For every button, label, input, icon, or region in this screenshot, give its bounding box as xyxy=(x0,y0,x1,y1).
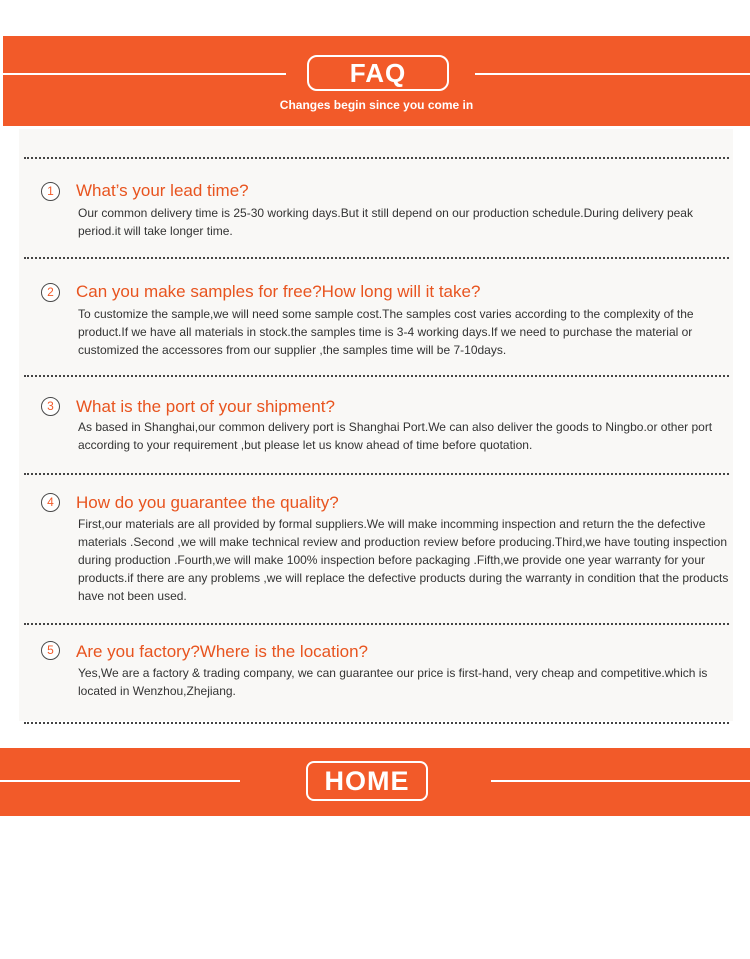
faq-title: FAQ xyxy=(307,55,449,91)
number-badge: 3 xyxy=(41,397,60,416)
faq-subtitle: Changes begin since you come in xyxy=(279,98,474,112)
faq-question: How do you guarantee the quality? xyxy=(76,493,339,512)
faq-question: What’s your lead time? xyxy=(76,181,249,200)
faq-answer: Our common delivery time is 25-30 working days.But it still depend on our production schedule.During delivery peak period.it will take longer time. xyxy=(78,206,693,238)
home-footer-banner xyxy=(0,748,750,816)
number-badge: 2 xyxy=(41,283,60,302)
faq-question: Can you make samples for free?How long will it take? xyxy=(76,282,481,301)
home-button[interactable]: HOME xyxy=(306,761,428,801)
faq-answer: Yes,We are a factory & trading company, we can guarantee our price is first-hand, very cheap and competitive.which is located in Wenzhou,Zhejiang. xyxy=(78,666,708,698)
faq-header-banner xyxy=(3,36,750,126)
number-badge: 5 xyxy=(41,641,60,660)
faq-question: Are you factory?Where is the location? xyxy=(76,642,368,661)
separator xyxy=(24,257,729,259)
number-badge: 4 xyxy=(41,493,60,512)
separator xyxy=(24,473,729,475)
separator xyxy=(24,722,729,724)
faq-answer: To customize the sample,we will need some sample cost.The samples cost varies according to the complexity of the product.If we have all materials in stock.the samples time is 3-4 working days.If we need to purchase the material or customized the accessores from our supplier ,the samples time will be 7-10days. xyxy=(78,307,694,357)
faq-question: What is the port of your shipment? xyxy=(76,397,335,416)
separator xyxy=(24,157,729,159)
header-divider-right xyxy=(475,73,750,75)
header-divider-left xyxy=(3,73,286,75)
separator xyxy=(24,375,729,377)
footer-divider-right xyxy=(491,780,750,782)
footer-divider-left xyxy=(0,780,240,782)
number-badge: 1 xyxy=(41,182,60,201)
separator xyxy=(24,623,729,625)
faq-answer: First,our materials are all provided by formal suppliers.We will make incomming inspection and return the the defective materials .Second ,we will make technical review and production review before producing.Third,we have touting inspection during production .Fourth,we will make 100% inspection before packaging .Fifth,we provide one year warranty for your products.if there are any problems ,we will replace the defective products during the warranty in condition that the products have not been used. xyxy=(78,517,729,603)
faq-answer: As based in Shanghai,our common delivery port is Shanghai Port.We can also deliver the goods to Ningbo.or other port according to your requirement ,but please let us know ahead of time before quotation. xyxy=(78,420,713,452)
